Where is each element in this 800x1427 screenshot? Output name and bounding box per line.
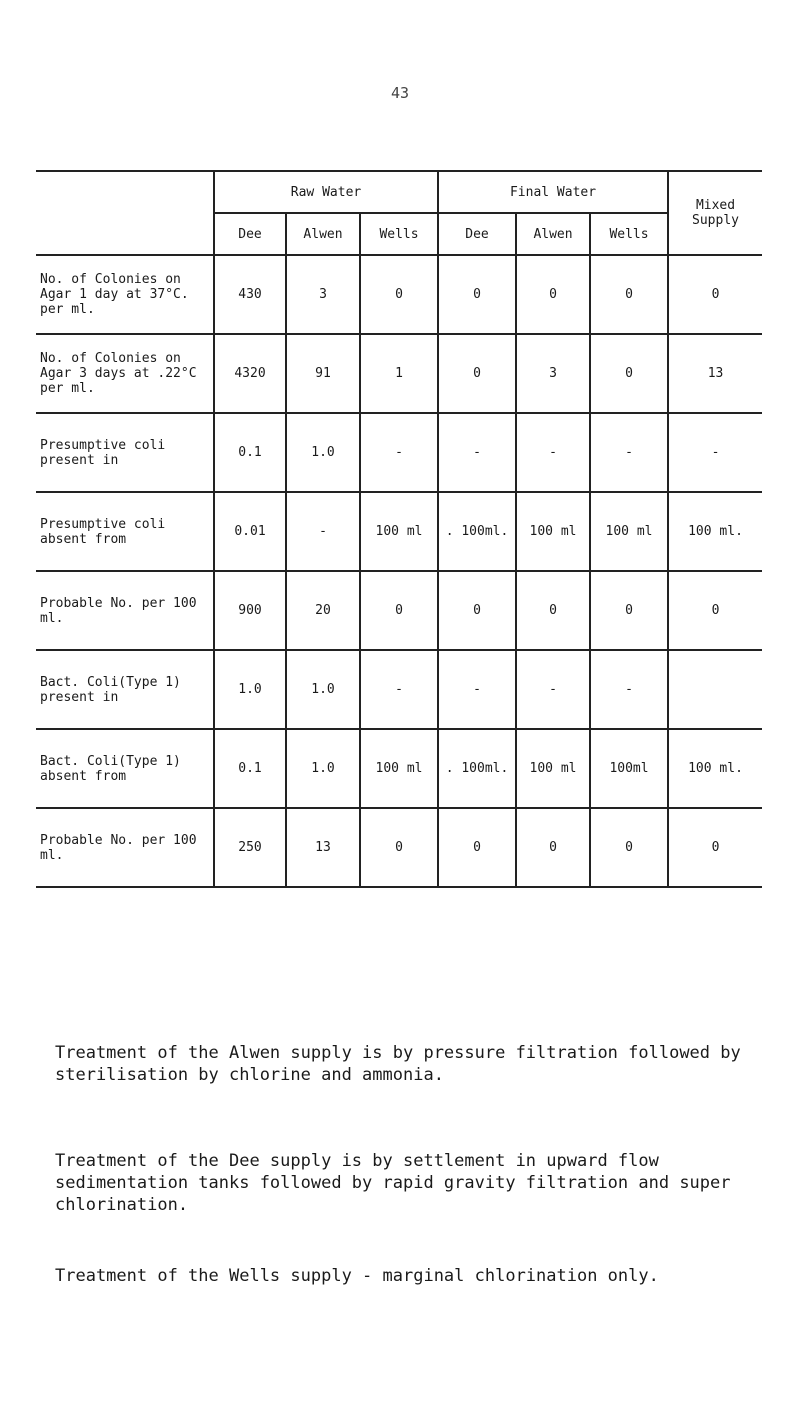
table-cell: 0	[438, 255, 516, 334]
table-cell: 1.0	[286, 729, 360, 808]
table-cell: 100 ml	[360, 729, 438, 808]
row-label: Probable No. per 100 ml.	[36, 571, 214, 650]
table-cell: 0	[360, 808, 438, 887]
table-cell: 3	[516, 334, 590, 413]
table-cell: 0	[516, 571, 590, 650]
table-row	[36, 492, 762, 571]
table-cell: 0	[590, 334, 668, 413]
table-cell: -	[360, 413, 438, 492]
table-cell: 13	[668, 334, 762, 413]
table-cell: 0	[668, 808, 762, 887]
table-cell: 100 ml.	[668, 492, 762, 571]
row-label: No. of Colonies on Agar 1 day at 37°C. per ml.	[36, 255, 214, 334]
table-cell: 100 ml.	[668, 729, 762, 808]
table-cell: 0	[590, 255, 668, 334]
subheader-cell: Dee	[214, 213, 286, 255]
page-number: 43	[390, 84, 410, 102]
table-cell: 1	[360, 334, 438, 413]
subheader-cell: Wells	[590, 213, 668, 255]
table-cell: 4320	[214, 334, 286, 413]
table-cell: 13	[286, 808, 360, 887]
table-row	[36, 413, 762, 492]
paragraph-text: Treatment of the Alwen supply is by pressure filtration followed by sterilisation by chlorine and ammonia.	[55, 1043, 741, 1085]
water-quality-table	[36, 170, 762, 888]
table-row	[36, 808, 762, 887]
row-label: Presumptive coli present in	[36, 413, 214, 492]
subheader-cell: Wells	[360, 213, 438, 255]
table-cell: 0.1	[214, 413, 286, 492]
table-cell: 0	[516, 255, 590, 334]
table-cell: 100 ml	[360, 492, 438, 571]
table-cell: 0	[438, 334, 516, 413]
table-cell: 0	[668, 255, 762, 334]
table-cell: -	[590, 650, 668, 729]
table-cell: 1.0	[214, 650, 286, 729]
subheader-cell: Alwen	[516, 213, 590, 255]
subheader-cell: Dee	[438, 213, 516, 255]
table-cell	[668, 650, 762, 729]
table-row	[36, 650, 762, 729]
table-row	[36, 255, 762, 334]
table-cell: -	[516, 650, 590, 729]
paragraph-dee	[55, 1150, 755, 1216]
table-row	[36, 334, 762, 413]
subheader-cell: Alwen	[286, 213, 360, 255]
table-cell: 0	[360, 571, 438, 650]
row-label: No. of Colonies on Agar 3 days at .22°C per ml.	[36, 334, 214, 413]
table-cell: 0	[360, 255, 438, 334]
paragraph-wells	[55, 1265, 755, 1287]
table-cell: 100 ml	[590, 492, 668, 571]
table-cell: 0	[516, 808, 590, 887]
row-label: Bact. Coli(Type 1) absent from	[36, 729, 214, 808]
table-cell: 900	[214, 571, 286, 650]
table-cell: -	[590, 413, 668, 492]
paragraph-text: Treatment of the Wells supply - marginal chlorination only.	[55, 1266, 659, 1286]
row-label: Bact. Coli(Type 1) present in	[36, 650, 214, 729]
table-cell: 100 ml	[516, 492, 590, 571]
corner-cell	[36, 171, 214, 255]
table-cell: 20	[286, 571, 360, 650]
table-cell: . 100ml.	[438, 729, 516, 808]
table-cell: -	[360, 650, 438, 729]
table-cell: 1.0	[286, 650, 360, 729]
table-cell: 91	[286, 334, 360, 413]
table-cell: -	[286, 492, 360, 571]
table-cell: 0	[438, 571, 516, 650]
table-cell: . 100ml.	[438, 492, 516, 571]
table-cell: 100ml	[590, 729, 668, 808]
row-label: Probable No. per 100 ml.	[36, 808, 214, 887]
table-cell: 0	[668, 571, 762, 650]
table-cell: 0.01	[214, 492, 286, 571]
table-cell: 0	[438, 808, 516, 887]
table-row	[36, 729, 762, 808]
mixed-supply-header: Mixed Supply	[668, 171, 762, 255]
table-cell: -	[516, 413, 590, 492]
table-cell: -	[438, 650, 516, 729]
table-cell: 100 ml	[516, 729, 590, 808]
table-cell: 3	[286, 255, 360, 334]
table-cell: -	[668, 413, 762, 492]
paragraph-text: Treatment of the Dee supply is by settlement in upward flow sedimentation tanks followed by rapid gravity filtration and super chlorination.	[55, 1151, 731, 1215]
table-cell: 0.1	[214, 729, 286, 808]
table-cell: 250	[214, 808, 286, 887]
table-cell: 1.0	[286, 413, 360, 492]
table-cell: 0	[590, 808, 668, 887]
table-cell: -	[438, 413, 516, 492]
row-label: Presumptive coli absent from	[36, 492, 214, 571]
table-row	[36, 571, 762, 650]
table-cell: 0	[590, 571, 668, 650]
final-water-header: Final Water	[438, 171, 668, 213]
raw-water-header: Raw Water	[214, 171, 438, 213]
paragraph-alwen	[55, 1042, 755, 1086]
table-cell: 430	[214, 255, 286, 334]
